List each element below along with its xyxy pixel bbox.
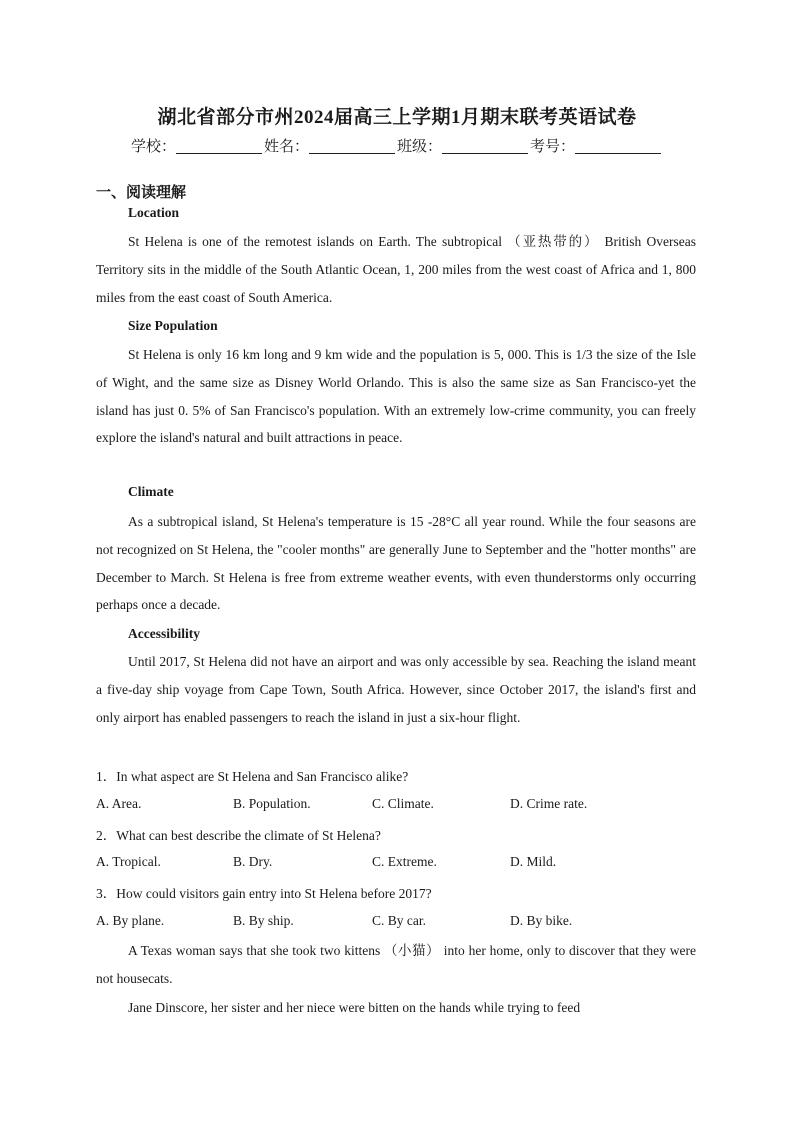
option-a[interactable]: A. By plane.: [96, 913, 165, 928]
option-b[interactable]: B. By ship.: [233, 913, 294, 928]
option-a[interactable]: A. Area.: [96, 796, 142, 811]
name-label: 姓名：: [263, 139, 309, 155]
paragraph-text: As a subtropical island, St Helena's temperature is 15 -28°C all year round. While the four seasons are not recognized on St Helena, the "cooler months" are generally June to September and the "hotter months" are December to March. St Helena is free from extreme weather events, with even thunderstorms only occurring perhaps once a decade.: [96, 514, 696, 613]
paragraph-text: St Helena is one of the remotest islands on Earth. The subtropical （亚热带的） British Overseas Territory sits in the middle of the South Atlantic Ocean, 1, 200 miles from the west coast of Africa and 1, 800 miles from the east coast of South America.: [96, 234, 696, 305]
student-info-line: [0, 135, 794, 156]
option-c[interactable]: C. Extreme.: [372, 854, 437, 869]
option-d[interactable]: D. Mild.: [510, 854, 557, 869]
question-stem: 1．In what aspect are St Helena and San Francisco alike?: [96, 769, 409, 784]
paragraph-climate: [96, 508, 696, 619]
class-label: 班级：: [397, 139, 443, 155]
class-blank[interactable]: [442, 139, 528, 154]
question-stem: 3．How could visitors gain entry into St Helena before 2017?: [96, 886, 432, 901]
option-c[interactable]: C. By car.: [372, 913, 426, 928]
option-c[interactable]: C. Climate.: [372, 796, 434, 811]
heading-size-population: Size Population: [128, 318, 218, 333]
heading-climate: Climate: [128, 484, 174, 499]
question-options: [96, 796, 696, 814]
heading-accessibility: Accessibility: [128, 626, 200, 641]
option-d[interactable]: D. By bike.: [510, 913, 573, 928]
exam-title: 湖北省部分市州2024届高三上学期1月期末联考英语试卷: [157, 107, 637, 128]
paragraph-text: Until 2017, St Helena did not have an airport and was only accessible by sea. Reaching the island meant a five-day ship voyage from Cape Town, South Africa. However, since October 2017, the island's first and only airport has enabled passengers to reach the island in just a six-hour flight.: [96, 654, 696, 725]
school-label: 学校：: [130, 139, 176, 155]
question-options: [96, 913, 696, 931]
paragraph-accessibility: [96, 648, 696, 731]
paragraph-size-population: [96, 341, 696, 452]
paragraph-text: St Helena is only 16 km long and 9 km wide and the population is 5, 000. This is 1/3 the size of the Isle of Wight, and the same size as Disney World Orlando. This is also the same size as San Francisco-yet the island has just 0. 5% of San Francisco's population. With an extremely low-crime community, you can freely explore the island's natural and built attractions in peace.: [96, 347, 696, 446]
number-label: 考号：: [530, 139, 576, 155]
section-title: 一、阅读理解: [96, 185, 187, 201]
school-blank[interactable]: [176, 139, 262, 154]
paragraph-location: [96, 228, 696, 311]
name-blank[interactable]: [309, 139, 395, 154]
option-d[interactable]: D. Crime rate.: [510, 796, 588, 811]
question-stem: 2．What can best describe the climate of St Helena?: [96, 828, 381, 843]
number-blank[interactable]: [575, 139, 661, 154]
question-options: [96, 854, 696, 872]
passage2-paragraph-2: [96, 994, 696, 1022]
option-a[interactable]: A. Tropical.: [96, 854, 161, 869]
option-b[interactable]: B. Dry.: [233, 854, 273, 869]
heading-location: Location: [128, 205, 180, 220]
paragraph-text: Jane Dinscore, her sister and her niece were bitten on the hands while trying to feed: [128, 1000, 581, 1015]
paragraph-text: A Texas woman says that she took two kittens （小猫） into her home, only to discover that they were not housecats.: [96, 943, 696, 986]
passage2-paragraph-1: [96, 937, 696, 993]
option-b[interactable]: B. Population.: [233, 796, 311, 811]
